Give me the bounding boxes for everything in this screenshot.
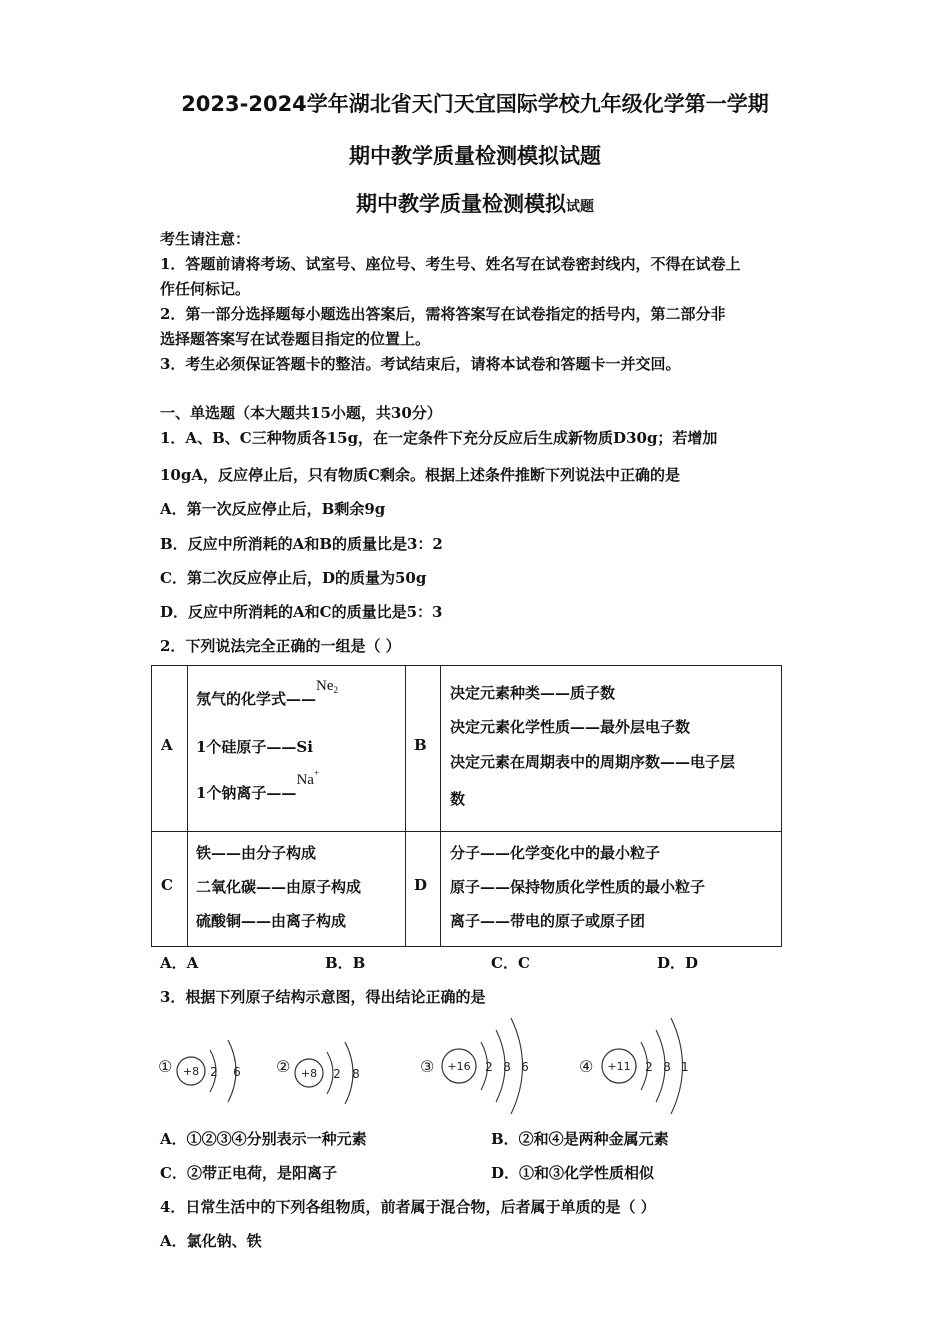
exam-title-line3 bbox=[0, 188, 950, 218]
cell-a-line2: 1个硅原子——Si bbox=[196, 738, 313, 756]
section1-heading: 一、单选题（本大题共15小题，共30分） bbox=[160, 404, 442, 422]
notice-item-2a: 2．第一部分选择题每小题选出答案后，需将答案写在试卷指定的括号内，第二部分非 bbox=[160, 305, 726, 323]
diagram-1-electrons-1: 2 bbox=[210, 1065, 218, 1079]
table-label-c: C bbox=[161, 876, 173, 894]
diagram-2-nucleus: +8 bbox=[300, 1067, 318, 1080]
diagram-1-electrons-2: 6 bbox=[233, 1065, 241, 1079]
exam-title-line3-suffix: 试题 bbox=[566, 199, 594, 215]
cell-b-line1: 决定元素种类——质子数 bbox=[450, 684, 616, 702]
neon-formula-subscript: 2 bbox=[333, 685, 339, 695]
cell-b-line2: 决定元素化学性质——最外层电子数 bbox=[450, 718, 691, 736]
q1-option-b: B．反应中所消耗的A和B的质量比是3：2 bbox=[160, 535, 443, 553]
diagram-3-label: ③ bbox=[420, 1057, 435, 1076]
table-label-d: D bbox=[414, 876, 428, 894]
q4-stem: 4．日常生活中的下列各组物质，前者属于混合物，后者属于单质的是（ ） bbox=[160, 1198, 656, 1216]
cell-d-line1: 分子——化学变化中的最小粒子 bbox=[450, 844, 661, 862]
cell-b-line4: 数 bbox=[450, 790, 466, 808]
diagram-4-electrons-1: 2 bbox=[645, 1060, 653, 1074]
diagram-2-electrons-2: 8 bbox=[352, 1067, 360, 1081]
q3-option-d: D．①和③化学性质相似 bbox=[491, 1164, 655, 1182]
cell-a-line1-text: 氖气的化学式—— bbox=[196, 690, 317, 708]
notice-item-3: 3．考生必须保证答题卡的整洁。考试结束后，请将本试卷和答题卡一并交回。 bbox=[160, 355, 681, 373]
notice-heading: 考生请注意： bbox=[160, 230, 251, 248]
cell-b-line3: 决定元素在周期表中的周期序数——电子层 bbox=[450, 753, 736, 771]
diagram-2-shell-1 bbox=[327, 1052, 333, 1094]
diagram-3-nucleus: +16 bbox=[447, 1060, 471, 1073]
q2-option-d: D．D bbox=[657, 954, 699, 972]
cell-c-line1: 铁——由分子构成 bbox=[196, 844, 317, 862]
sodium-ion-charge: + bbox=[313, 768, 320, 778]
neon-formula bbox=[316, 678, 338, 694]
q3-option-a: A．①②③④分别表示一种元素 bbox=[160, 1130, 367, 1148]
q1-stem-a: 1．A、B、C三种物质各15g，在一定条件下充分反应后生成新物质D30g；若增加 bbox=[160, 429, 718, 447]
cell-a-line1 bbox=[196, 678, 339, 709]
q2-option-c: C．C bbox=[491, 954, 530, 972]
q2-option-a: A．A bbox=[160, 954, 199, 972]
q2-option-b: B．B bbox=[325, 954, 366, 972]
q2-options-table bbox=[151, 665, 782, 947]
q3-option-c: C．②带正电荷，是阳离子 bbox=[160, 1164, 337, 1182]
diagram-3-electrons-3: 6 bbox=[521, 1060, 529, 1074]
diagram-2-electrons-1: 2 bbox=[333, 1067, 341, 1081]
diagram-4-electrons-3: 1 bbox=[681, 1060, 689, 1074]
table-divider bbox=[187, 666, 188, 946]
q2-stem: 2．下列说法完全正确的一组是（ ） bbox=[160, 637, 401, 655]
exam-title-line1: 2023-2024学年湖北省天门天宜国际学校九年级化学第一学期 bbox=[181, 92, 769, 116]
diagram-2-label: ② bbox=[276, 1057, 291, 1076]
diagram-4-label: ④ bbox=[579, 1057, 594, 1076]
cell-d-line2: 原子——保持物质化学性质的最小粒子 bbox=[450, 878, 706, 896]
diagram-1-nucleus: +8 bbox=[182, 1065, 200, 1078]
diagram-3-electrons-2: 8 bbox=[503, 1060, 511, 1074]
table-label-b: B bbox=[414, 736, 427, 754]
cell-a-line3-text: 1个钠离子—— bbox=[196, 784, 297, 802]
q1-stem-b: 10gA，反应停止后，只有物质C剩余。根据上述条件推断下列说法中正确的是 bbox=[160, 466, 680, 484]
neon-formula-main: Ne bbox=[316, 678, 334, 694]
atomic-structure-diagrams bbox=[0, 1010, 950, 1120]
q4-option-a: A．氯化钠、铁 bbox=[160, 1232, 262, 1250]
notice-item-1b: 作任何标记。 bbox=[160, 280, 251, 298]
diagram-4-electrons-2: 8 bbox=[663, 1060, 671, 1074]
cell-c-line3: 硫酸铜——由离子构成 bbox=[196, 912, 347, 930]
q1-option-d: D．反应中所消耗的A和C的质量比是5：3 bbox=[160, 603, 443, 621]
exam-title-line2: 期中教学质量检测模拟试题 bbox=[349, 144, 601, 168]
cell-a-line3 bbox=[196, 768, 320, 803]
table-divider bbox=[440, 666, 441, 946]
diagram-1-label: ① bbox=[158, 1057, 173, 1076]
diagram-3-electrons-1: 2 bbox=[485, 1060, 493, 1074]
q1-option-c: C．第二次反应停止后，D的质量为50g bbox=[160, 569, 427, 587]
notice-item-2b: 选择题答案写在试卷题目指定的位置上。 bbox=[160, 330, 431, 348]
sodium-ion-main: Na bbox=[296, 772, 314, 788]
exam-title-line3-main: 期中教学质量检测模拟 bbox=[356, 192, 566, 216]
sodium-ion-formula bbox=[296, 768, 320, 788]
diagram-4-nucleus: +11 bbox=[607, 1060, 631, 1073]
table-divider bbox=[405, 666, 406, 946]
notice-item-1a: 1．答题前请将考场、试室号、座位号、考生号、姓名写在试卷密封线内，不得在试卷上 bbox=[160, 255, 741, 273]
cell-c-line2: 二氧化碳——由原子构成 bbox=[196, 878, 362, 896]
cell-d-line3: 离子——带电的原子或原子团 bbox=[450, 912, 646, 930]
q1-option-a: A．第一次反应停止后，B剩余9g bbox=[160, 500, 386, 518]
table-divider bbox=[152, 831, 781, 832]
q3-option-b: B．②和④是两种金属元素 bbox=[491, 1130, 669, 1148]
q3-stem: 3．根据下列原子结构示意图，得出结论正确的是 bbox=[160, 988, 486, 1006]
table-label-a: A bbox=[161, 736, 173, 754]
